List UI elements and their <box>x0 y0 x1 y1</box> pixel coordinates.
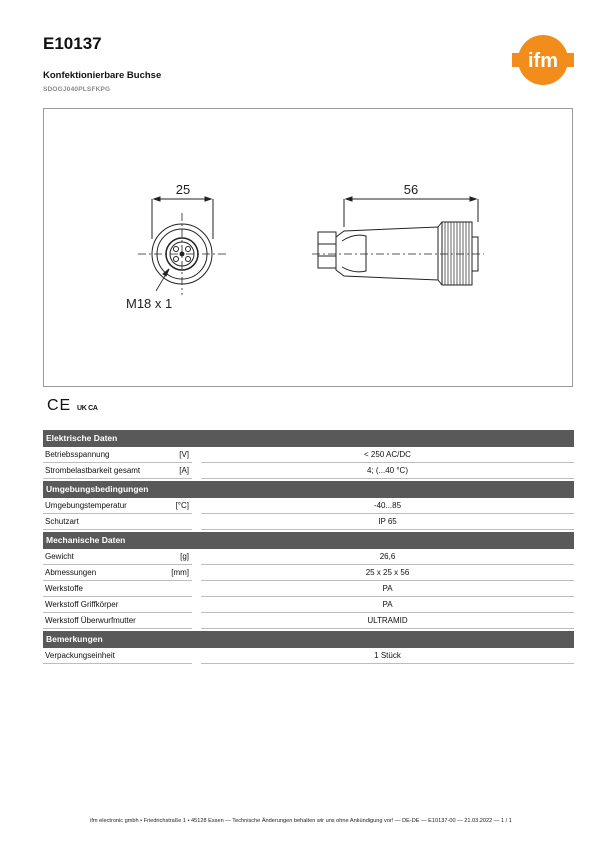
ukca-mark: UK CA <box>77 405 98 412</box>
table-row <box>43 498 574 514</box>
row-label: Schutzart <box>45 517 79 526</box>
row-label: Gewicht <box>45 552 74 561</box>
table-row <box>43 565 574 581</box>
row-label: Abmessungen <box>45 568 97 577</box>
knurled-grip <box>445 222 469 285</box>
page-number: 1 / 1 <box>500 818 512 824</box>
section-header: Elektrische Daten <box>43 430 574 447</box>
row-value: 1 Stück <box>201 648 574 664</box>
row-value: 4; (...40 °C) <box>201 463 574 479</box>
ifm-logo <box>512 34 574 86</box>
spec-table <box>43 430 574 664</box>
row-value: 25 x 25 x 56 <box>201 565 574 581</box>
certification-marks <box>45 393 101 415</box>
drawing-svg <box>44 109 574 388</box>
dimension-drawing <box>43 108 573 387</box>
product-name: Konfektionierbare Buchse <box>43 70 162 81</box>
table-row <box>43 463 574 479</box>
ce-mark: CE <box>47 397 72 414</box>
front-view <box>138 197 226 295</box>
row-label: Strombelastbarkeit gesamt <box>45 466 141 475</box>
row-unit: [g] <box>180 552 189 561</box>
row-label: Betriebsspannung <box>45 450 110 459</box>
row-value: < 250 AC/DC <box>201 447 574 463</box>
row-unit: [A] <box>179 466 189 475</box>
thread-label: M18 x 1 <box>126 296 173 311</box>
logo-text: ifm <box>528 50 558 72</box>
section-header: Bemerkungen <box>43 631 574 648</box>
row-label: Umgebungstemperatur <box>45 501 127 510</box>
footer-text: ifm electronic gmbh • Friedrichstraße 1 • 45128 Essen — Technische Änderungen behalten wir uns ohne Ankündigung vor! — DE-DE — E10137-00 — 21.03.2022 — <box>90 818 500 824</box>
section-header: Mechanische Daten <box>43 532 574 549</box>
table-row <box>43 648 574 664</box>
table-row <box>43 613 574 629</box>
table-row <box>43 597 574 613</box>
row-value: 26,6 <box>201 549 574 565</box>
side-dimension-label: 56 <box>403 182 419 197</box>
product-id: E10137 <box>43 34 102 53</box>
row-label: Werkstoffe <box>45 584 83 593</box>
table-row <box>43 549 574 565</box>
table-row <box>43 447 574 463</box>
row-unit: [mm] <box>171 568 189 577</box>
front-dimension-label: 25 <box>175 182 191 197</box>
section-header: Umgebungsbedingungen <box>43 481 574 498</box>
side-view <box>312 197 484 285</box>
row-label: Werkstoff Überwurfmutter <box>45 616 136 625</box>
table-row <box>43 514 574 530</box>
row-label: Werkstoff Griffkörper <box>45 600 119 609</box>
table-row <box>43 581 574 597</box>
page-footer <box>0 818 602 824</box>
row-unit: [°C] <box>175 501 189 510</box>
row-value: PA <box>201 581 574 597</box>
article-code: SDOGJ040PLSFKPG <box>43 86 111 93</box>
row-label: Verpackungseinheit <box>45 651 115 660</box>
row-value: -40...85 <box>201 498 574 514</box>
row-unit: [V] <box>179 450 189 459</box>
row-value: IP 65 <box>201 514 574 530</box>
row-value: ULTRAMID <box>201 613 574 629</box>
row-value: PA <box>201 597 574 613</box>
